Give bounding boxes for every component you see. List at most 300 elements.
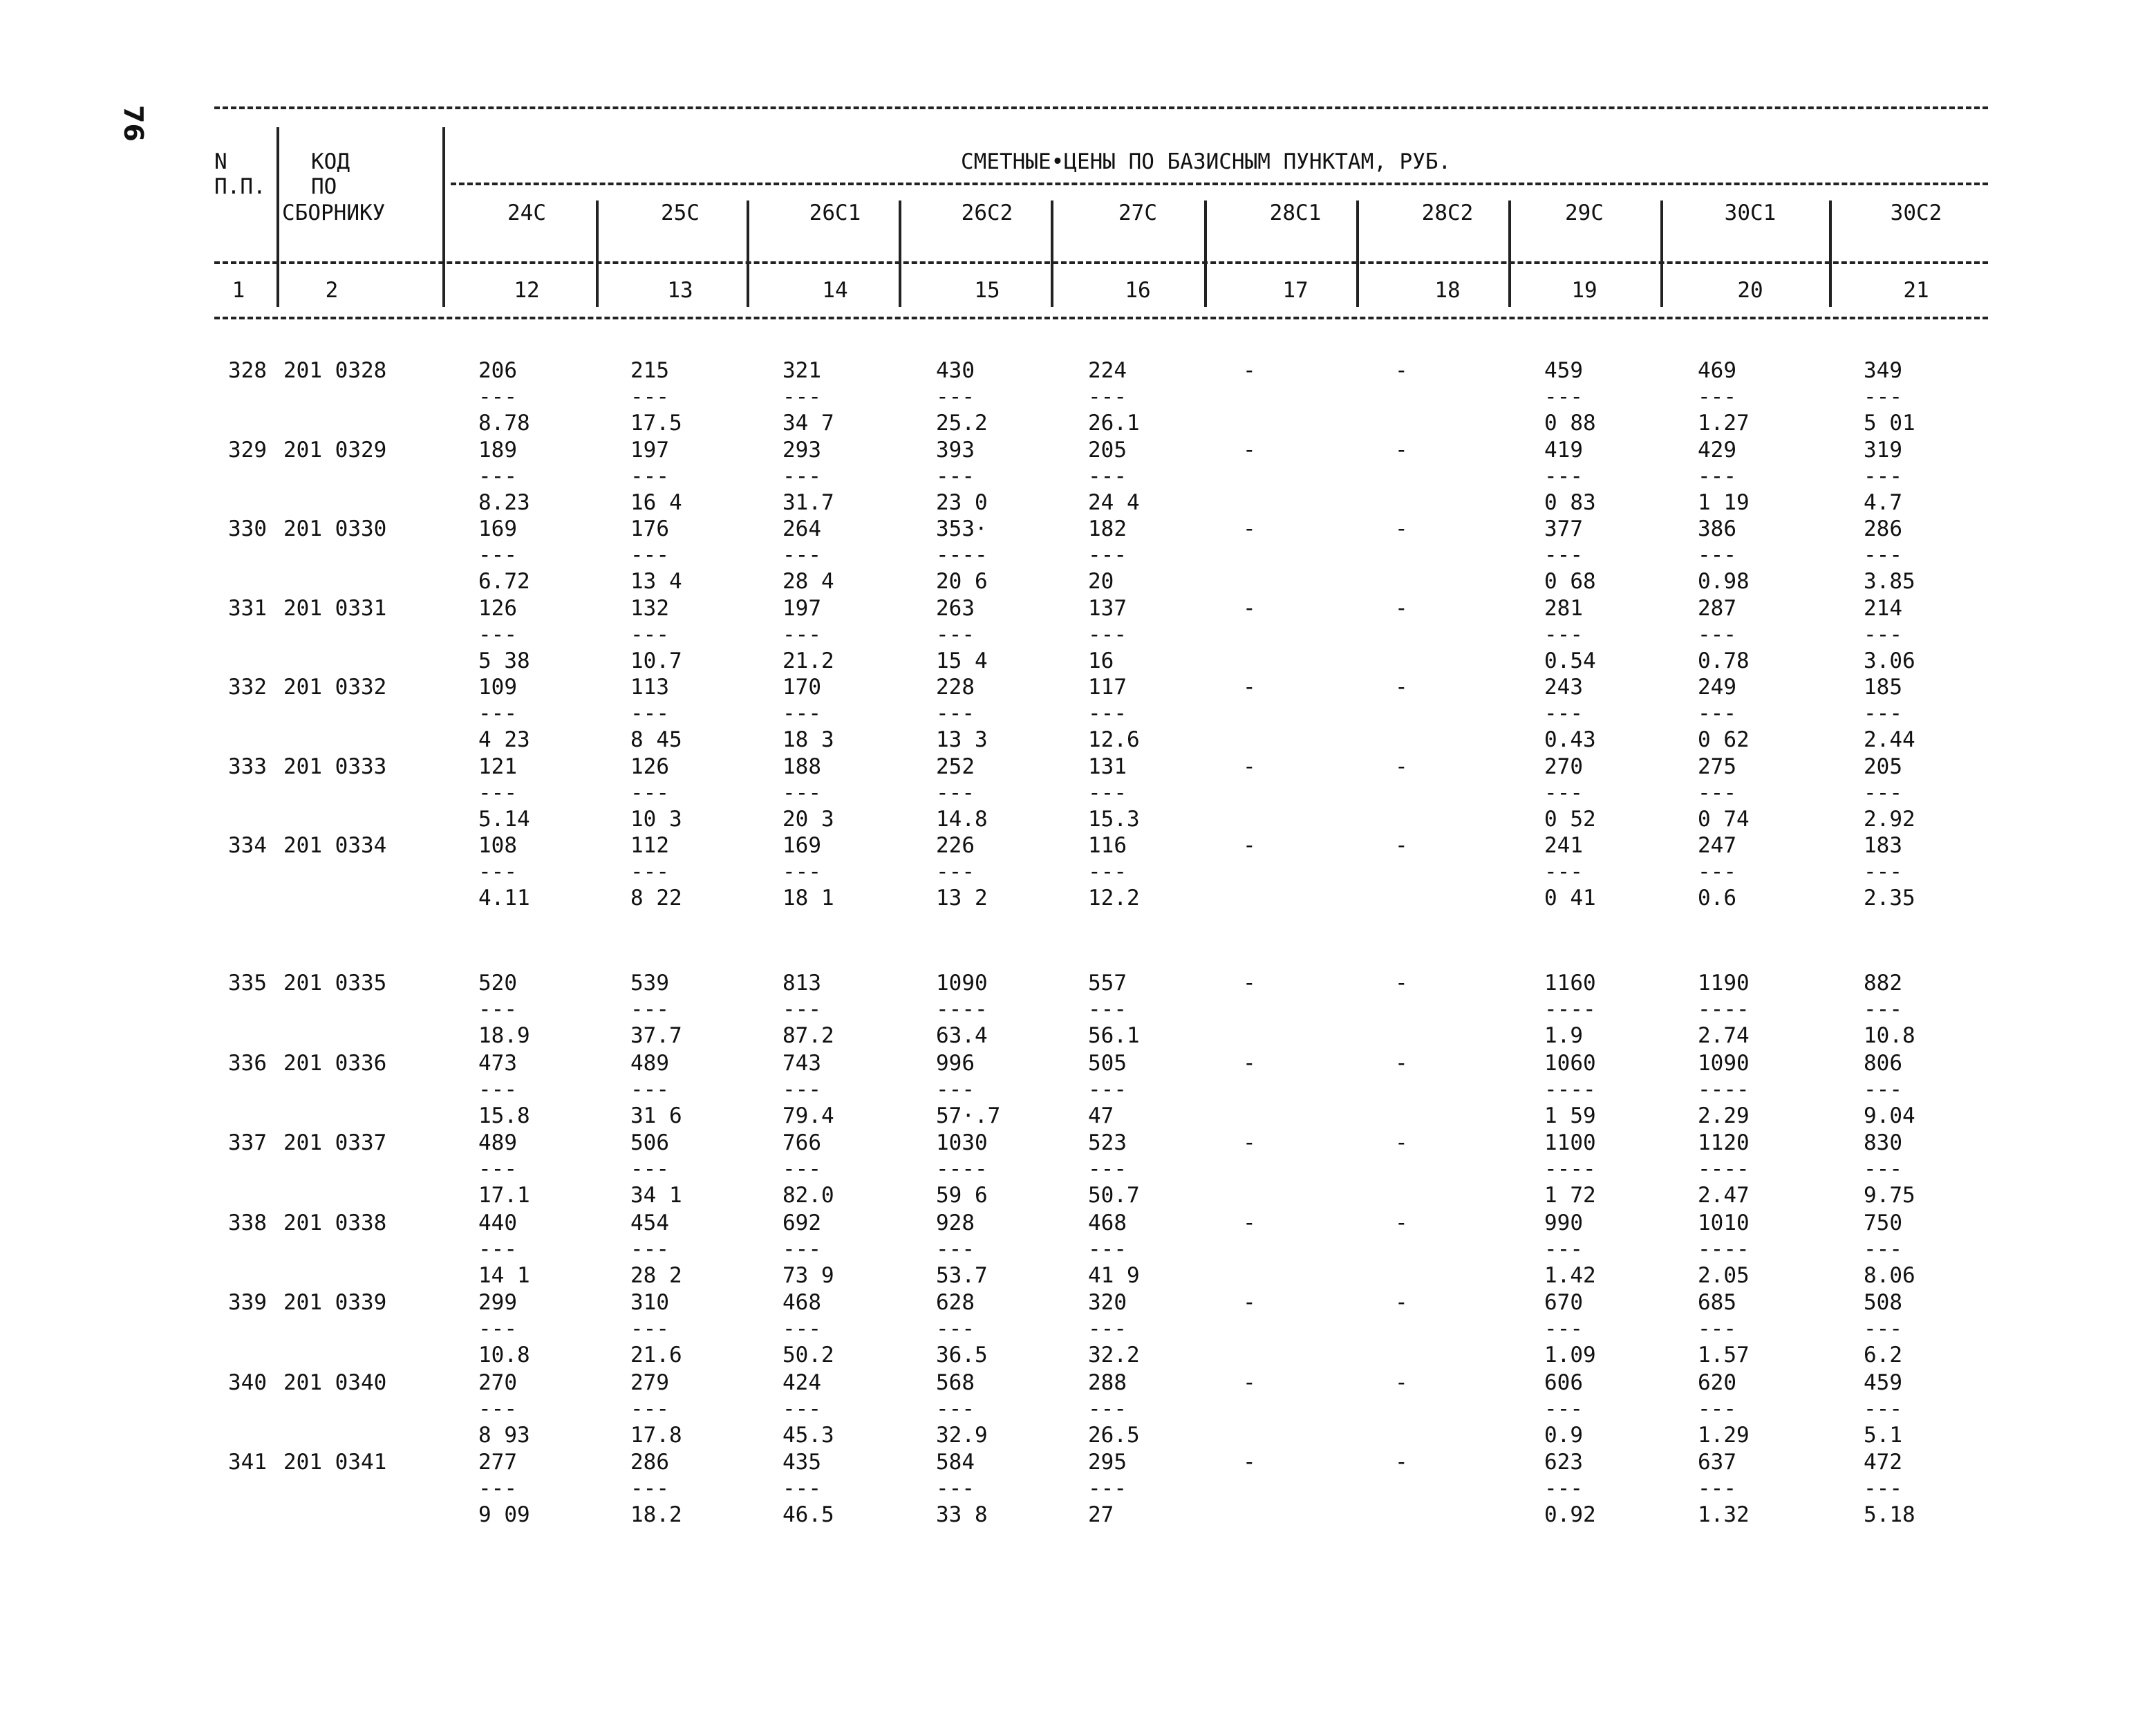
fraction-line: ---	[630, 780, 669, 805]
fraction-line: ---	[936, 384, 975, 409]
price-value: -	[1395, 1370, 1408, 1395]
price-value: -	[1243, 516, 1256, 541]
row-code: 201 0335	[283, 971, 387, 996]
fraction-line: ---	[630, 384, 669, 409]
column-header: 26С1	[809, 200, 861, 225]
column-number: 21	[1903, 278, 1929, 303]
fraction-line: ---	[782, 1076, 821, 1102]
price-value: 299	[478, 1290, 517, 1315]
row-code: 201 0337	[283, 1130, 387, 1155]
price-value: 459	[1544, 358, 1583, 383]
transport-value: 10.8	[1864, 1023, 1915, 1048]
row-code: 201 0332	[283, 675, 387, 700]
price-value: 1100	[1544, 1130, 1596, 1155]
transport-value: 0 74	[1698, 806, 1750, 832]
transport-value: 41 9	[1088, 1262, 1140, 1288]
transport-value: 23 0	[936, 489, 988, 515]
fraction-line: ---	[478, 1236, 517, 1262]
transport-value: 34 7	[782, 411, 834, 436]
price-value: 112	[630, 833, 669, 858]
price-value: -	[1395, 754, 1408, 779]
transport-value: 50.2	[782, 1343, 834, 1367]
price-value: -	[1395, 675, 1408, 700]
price-value: 435	[782, 1450, 821, 1475]
fraction-line: ---	[1088, 1076, 1127, 1102]
price-value: -	[1243, 1290, 1256, 1315]
fraction-line: ----	[1698, 1076, 1750, 1102]
transport-value: 0 62	[1698, 727, 1750, 752]
transport-value: 18 1	[782, 886, 834, 910]
fraction-line: ---	[782, 543, 821, 568]
row-number: 339	[228, 1290, 267, 1315]
transport-value: 32.9	[936, 1422, 988, 1448]
column-header: 28С2	[1421, 200, 1474, 225]
fraction-line: ---	[478, 1076, 517, 1102]
column-number: 20	[1737, 278, 1763, 303]
column-number: 12	[514, 278, 540, 303]
price-value: -	[1243, 1050, 1256, 1076]
transport-value: 6.72	[478, 569, 530, 594]
price-value: 252	[936, 754, 975, 779]
price-value: -	[1243, 754, 1256, 779]
fraction-line: ---	[1088, 1396, 1127, 1421]
price-value: -	[1243, 1130, 1256, 1155]
fraction-line: ---	[1698, 859, 1736, 884]
price-value: 1030	[936, 1130, 988, 1155]
fraction-line: ---	[1864, 463, 1902, 489]
price-value: -	[1395, 595, 1408, 621]
transport-value: 8.78	[478, 411, 530, 436]
transport-value: 0.9	[1544, 1422, 1583, 1448]
price-value: 185	[1864, 675, 1902, 700]
price-value: 472	[1864, 1450, 1902, 1475]
price-value: 670	[1544, 1290, 1583, 1315]
row-number: 328	[228, 358, 267, 383]
price-value: -	[1243, 1450, 1256, 1475]
transport-value: 17.5	[630, 411, 682, 436]
fraction-line: ---	[478, 463, 517, 489]
transport-value: 0 41	[1544, 886, 1596, 910]
fraction-line: ---	[782, 1316, 821, 1341]
price-value: 377	[1544, 516, 1583, 541]
transport-value: 34 1	[630, 1183, 682, 1208]
fraction-line: ---	[936, 1396, 975, 1421]
price-value: 637	[1698, 1450, 1736, 1475]
price-value: -	[1243, 595, 1256, 621]
column-number: 1	[232, 278, 245, 303]
price-value: -	[1395, 358, 1408, 383]
transport-value: 8 22	[630, 886, 682, 910]
fraction-line: ---	[630, 701, 669, 726]
price-value: 1090	[936, 971, 988, 996]
transport-value: 15.3	[1088, 806, 1140, 832]
row-number: 338	[228, 1210, 267, 1235]
price-value: 132	[630, 595, 669, 621]
price-value: 279	[630, 1370, 669, 1395]
fraction-line: ---	[630, 859, 669, 884]
row-number: 329	[228, 437, 267, 463]
transport-value: 26.5	[1088, 1422, 1140, 1448]
fraction-line: ---	[1544, 701, 1583, 726]
price-value: 176	[630, 516, 669, 541]
fraction-line: ---	[936, 859, 975, 884]
price-value: 928	[936, 1210, 975, 1235]
transport-value: 18.2	[630, 1502, 682, 1527]
price-value: 454	[630, 1210, 669, 1235]
price-value: -	[1243, 358, 1256, 383]
price-value: -	[1243, 1370, 1256, 1395]
transport-value: 79.4	[782, 1103, 834, 1128]
row-code: 201 0338	[283, 1210, 387, 1235]
price-value: -	[1395, 1210, 1408, 1235]
price-value: 489	[478, 1130, 517, 1155]
transport-value: 6.2	[1864, 1343, 1902, 1367]
column-header: 28С1	[1269, 200, 1322, 225]
fraction-line: ---	[936, 1316, 975, 1341]
row-number: 331	[228, 595, 267, 621]
fraction-line: ---	[1698, 463, 1736, 489]
price-value: 319	[1864, 437, 1902, 463]
header-code-3: СБОРНИКУ	[282, 200, 386, 225]
transport-value: 13 2	[936, 886, 988, 910]
transport-value: 4 23	[478, 727, 530, 752]
fraction-line: ----	[936, 1157, 988, 1182]
fraction-line: ---	[1544, 463, 1583, 489]
fraction-line: ---	[1864, 543, 1902, 568]
transport-value: 0 88	[1544, 411, 1596, 436]
fraction-line: ---	[1544, 1476, 1583, 1501]
transport-value: 20	[1088, 569, 1114, 594]
price-value: 293	[782, 437, 821, 463]
fraction-line: ---	[1698, 1396, 1736, 1421]
header-numbers-rule	[214, 261, 1988, 264]
fraction-line: ----	[1698, 1236, 1750, 1262]
transport-value: 4.11	[478, 886, 530, 910]
transport-value: 31 6	[630, 1103, 682, 1128]
row-code: 201 0340	[283, 1370, 387, 1395]
transport-value: 9.75	[1864, 1183, 1915, 1208]
transport-value: 1.9	[1544, 1023, 1583, 1048]
transport-value: 3.06	[1864, 648, 1915, 673]
price-value: -	[1395, 833, 1408, 858]
transport-value: 14.8	[936, 806, 988, 832]
row-number: 335	[228, 971, 267, 996]
price-value: 430	[936, 358, 975, 383]
fraction-line: ---	[630, 997, 669, 1022]
price-value: 183	[1864, 833, 1902, 858]
fraction-line: ----	[936, 543, 988, 568]
transport-value: 2.05	[1698, 1262, 1750, 1288]
price-value: 813	[782, 971, 821, 996]
header-bottom-rule	[214, 317, 1988, 319]
price-value: 286	[630, 1450, 669, 1475]
row-code: 201 0336	[283, 1050, 387, 1076]
fraction-line: ---	[630, 1236, 669, 1262]
transport-value: 1 59	[1544, 1103, 1596, 1128]
transport-value: 0.78	[1698, 648, 1750, 673]
header-mid-rule	[451, 183, 1988, 185]
fraction-line: ---	[1088, 622, 1127, 647]
fraction-line: ---	[1698, 543, 1736, 568]
transport-value: 1.32	[1698, 1502, 1750, 1527]
fraction-line: ---	[478, 384, 517, 409]
fraction-line: ----	[1544, 1076, 1596, 1102]
transport-value: 8.06	[1864, 1262, 1915, 1288]
transport-value: 10.8	[478, 1343, 530, 1367]
transport-value: 13 3	[936, 727, 988, 752]
fraction-line: ----	[936, 997, 988, 1022]
price-value: 505	[1088, 1050, 1127, 1076]
row-code: 201 0330	[283, 516, 387, 541]
transport-value: 20 6	[936, 569, 988, 594]
price-value: 469	[1698, 358, 1736, 383]
transport-value: 2.35	[1864, 886, 1915, 910]
price-value: 468	[782, 1290, 821, 1315]
price-value: 353·	[936, 516, 988, 541]
transport-value: 9 09	[478, 1502, 530, 1527]
price-value: 281	[1544, 595, 1583, 621]
transport-value: 2.44	[1864, 727, 1915, 752]
transport-value: 0.98	[1698, 569, 1750, 594]
fraction-line: ---	[1864, 859, 1902, 884]
fraction-line: ---	[1698, 780, 1736, 805]
row-code: 201 0334	[283, 833, 387, 858]
price-value: 169	[478, 516, 517, 541]
transport-value: 5 38	[478, 648, 530, 673]
price-value: 197	[630, 437, 669, 463]
fraction-line: ---	[1544, 1236, 1583, 1262]
fraction-line: ---	[782, 463, 821, 489]
price-value: 508	[1864, 1290, 1902, 1315]
transport-value: 87.2	[782, 1023, 834, 1048]
price-value: 270	[1544, 754, 1583, 779]
transport-value: 15 4	[936, 648, 988, 673]
price-value: 606	[1544, 1370, 1583, 1395]
price-value: 424	[782, 1370, 821, 1395]
price-value: 1090	[1698, 1050, 1750, 1076]
price-value: -	[1243, 971, 1256, 996]
price-value: 116	[1088, 833, 1127, 858]
column-number: 17	[1282, 278, 1309, 303]
price-value: 349	[1864, 358, 1902, 383]
transport-value: 0 83	[1544, 489, 1596, 515]
fraction-line: ---	[478, 622, 517, 647]
transport-value: 20 3	[782, 806, 834, 832]
price-value: 121	[478, 754, 517, 779]
price-value: 275	[1698, 754, 1736, 779]
fraction-line: ---	[1698, 1316, 1736, 1341]
price-value: 473	[478, 1050, 517, 1076]
price-value: 766	[782, 1130, 821, 1155]
transport-value: 46.5	[782, 1502, 834, 1527]
fraction-line: ---	[1864, 1076, 1902, 1102]
transport-value: 1 72	[1544, 1183, 1596, 1208]
price-value: 468	[1088, 1210, 1127, 1235]
price-value: 750	[1864, 1210, 1902, 1235]
price-value: -	[1243, 833, 1256, 858]
price-value: 126	[630, 754, 669, 779]
fraction-line: ---	[630, 1316, 669, 1341]
price-value: 310	[630, 1290, 669, 1315]
column-header: 26С2	[961, 200, 1013, 225]
price-value: 440	[478, 1210, 517, 1235]
transport-value: 0.43	[1544, 727, 1596, 752]
transport-value: 5.1	[1864, 1422, 1902, 1448]
row-code: 201 0328	[283, 358, 387, 383]
fraction-line: ---	[630, 543, 669, 568]
transport-value: 8 45	[630, 727, 682, 752]
fraction-line: ---	[478, 701, 517, 726]
column-separator	[596, 200, 599, 307]
price-value: 386	[1698, 516, 1736, 541]
fraction-line: ---	[1864, 780, 1902, 805]
transport-value: 3.85	[1864, 569, 1915, 594]
price-value: 523	[1088, 1130, 1127, 1155]
fraction-line: ---	[1544, 1396, 1583, 1421]
transport-value: 5.14	[478, 806, 530, 832]
price-value: 882	[1864, 971, 1902, 996]
price-value: 205	[1088, 437, 1127, 463]
transport-value: 1.09	[1544, 1343, 1596, 1367]
column-number: 19	[1571, 278, 1597, 303]
transport-value: 4.7	[1864, 489, 1902, 515]
price-value: 321	[782, 358, 821, 383]
transport-value: 28 2	[630, 1262, 682, 1288]
price-value: 692	[782, 1210, 821, 1235]
transport-value: 1.42	[1544, 1262, 1596, 1288]
transport-value: 18 3	[782, 727, 834, 752]
row-code: 201 0341	[283, 1450, 387, 1475]
price-value: 286	[1864, 516, 1902, 541]
price-value: 182	[1088, 516, 1127, 541]
row-number: 341	[228, 1450, 267, 1475]
fraction-line: ---	[782, 384, 821, 409]
transport-value: 1.27	[1698, 411, 1750, 436]
fraction-line: ---	[782, 1476, 821, 1501]
transport-value: 73 9	[782, 1262, 834, 1288]
price-value: 539	[630, 971, 669, 996]
transport-value: 25.2	[936, 411, 988, 436]
column-number: 18	[1434, 278, 1461, 303]
price-value: 419	[1544, 437, 1583, 463]
price-value: 628	[936, 1290, 975, 1315]
price-value: 131	[1088, 754, 1127, 779]
column-number: 15	[974, 278, 1000, 303]
row-number: 330	[228, 516, 267, 541]
price-value: -	[1243, 1210, 1256, 1235]
fraction-line: ---	[1864, 1476, 1902, 1501]
transport-value: 59 6	[936, 1183, 988, 1208]
header-title: СМЕТНЫЕ•ЦЕНЫ ПО БАЗИСНЫМ ПУНКТАМ, РУБ.	[961, 149, 1452, 174]
fraction-line: ---	[1088, 384, 1127, 409]
transport-value: 10 3	[630, 806, 682, 832]
price-value: 263	[936, 595, 975, 621]
price-value: 287	[1698, 595, 1736, 621]
fraction-line: ---	[782, 1396, 821, 1421]
transport-value: 8.23	[478, 489, 530, 515]
fraction-line: ---	[1864, 1236, 1902, 1262]
price-value: 170	[782, 675, 821, 700]
price-value: -	[1395, 1050, 1408, 1076]
price-value: 685	[1698, 1290, 1736, 1315]
transport-value: 12.6	[1088, 727, 1140, 752]
transport-value: 63.4	[936, 1023, 988, 1048]
fraction-line: ---	[1088, 1476, 1127, 1501]
transport-value: 33 8	[936, 1502, 988, 1527]
fraction-line: ---	[1698, 1476, 1736, 1501]
fraction-line: ---	[478, 1476, 517, 1501]
price-value: 489	[630, 1050, 669, 1076]
price-value: 557	[1088, 971, 1127, 996]
fraction-line: ----	[1698, 997, 1750, 1022]
fraction-line: ---	[478, 997, 517, 1022]
price-value: 520	[478, 971, 517, 996]
price-value: 270	[478, 1370, 517, 1395]
price-value: 108	[478, 833, 517, 858]
price-value: 197	[782, 595, 821, 621]
fraction-line: ---	[478, 1316, 517, 1341]
transport-value: 14 1	[478, 1262, 530, 1288]
price-value: 206	[478, 358, 517, 383]
price-value: 393	[936, 437, 975, 463]
fraction-line: ---	[782, 780, 821, 805]
column-header: 24С	[507, 200, 546, 225]
price-value: 113	[630, 675, 669, 700]
column-number: 16	[1125, 278, 1151, 303]
fraction-line: ---	[630, 1476, 669, 1501]
price-value: 584	[936, 1450, 975, 1475]
fraction-line: ---	[1698, 384, 1736, 409]
fraction-line: ---	[1864, 701, 1902, 726]
transport-value: 2.47	[1698, 1183, 1750, 1208]
price-value: 506	[630, 1130, 669, 1155]
transport-value: 5.18	[1864, 1502, 1915, 1527]
header-code-1: КОД	[311, 149, 350, 174]
transport-value: 1 19	[1698, 489, 1750, 515]
fraction-line: ---	[478, 859, 517, 884]
price-value: 228	[936, 675, 975, 700]
transport-value: 9.04	[1864, 1103, 1915, 1128]
transport-value: 0.6	[1698, 886, 1736, 910]
transport-value: 2.92	[1864, 806, 1915, 832]
transport-value: 2.29	[1698, 1103, 1750, 1128]
transport-value: 2.74	[1698, 1023, 1750, 1048]
fraction-line: ---	[1544, 543, 1583, 568]
price-value: 1160	[1544, 971, 1596, 996]
fraction-line: ---	[1088, 1157, 1127, 1182]
transport-value: 0 68	[1544, 569, 1596, 594]
price-value: 623	[1544, 1450, 1583, 1475]
price-value: 169	[782, 833, 821, 858]
price-value: 241	[1544, 833, 1583, 858]
fraction-line: ---	[1864, 1316, 1902, 1341]
transport-value: 17.8	[630, 1422, 682, 1448]
fraction-line: ---	[1698, 622, 1736, 647]
fraction-line: ---	[1088, 859, 1127, 884]
price-value: 429	[1698, 437, 1736, 463]
fraction-line: ---	[1544, 1316, 1583, 1341]
transport-value: 8 93	[478, 1422, 530, 1448]
price-value: 137	[1088, 595, 1127, 621]
fraction-line: ---	[630, 463, 669, 489]
price-value: -	[1243, 437, 1256, 463]
transport-value: 15.8	[478, 1103, 530, 1128]
fraction-line: ---	[478, 1396, 517, 1421]
fraction-line: ---	[1088, 1316, 1127, 1341]
fraction-line: ---	[478, 780, 517, 805]
column-separator	[1829, 200, 1832, 307]
price-value: 226	[936, 833, 975, 858]
